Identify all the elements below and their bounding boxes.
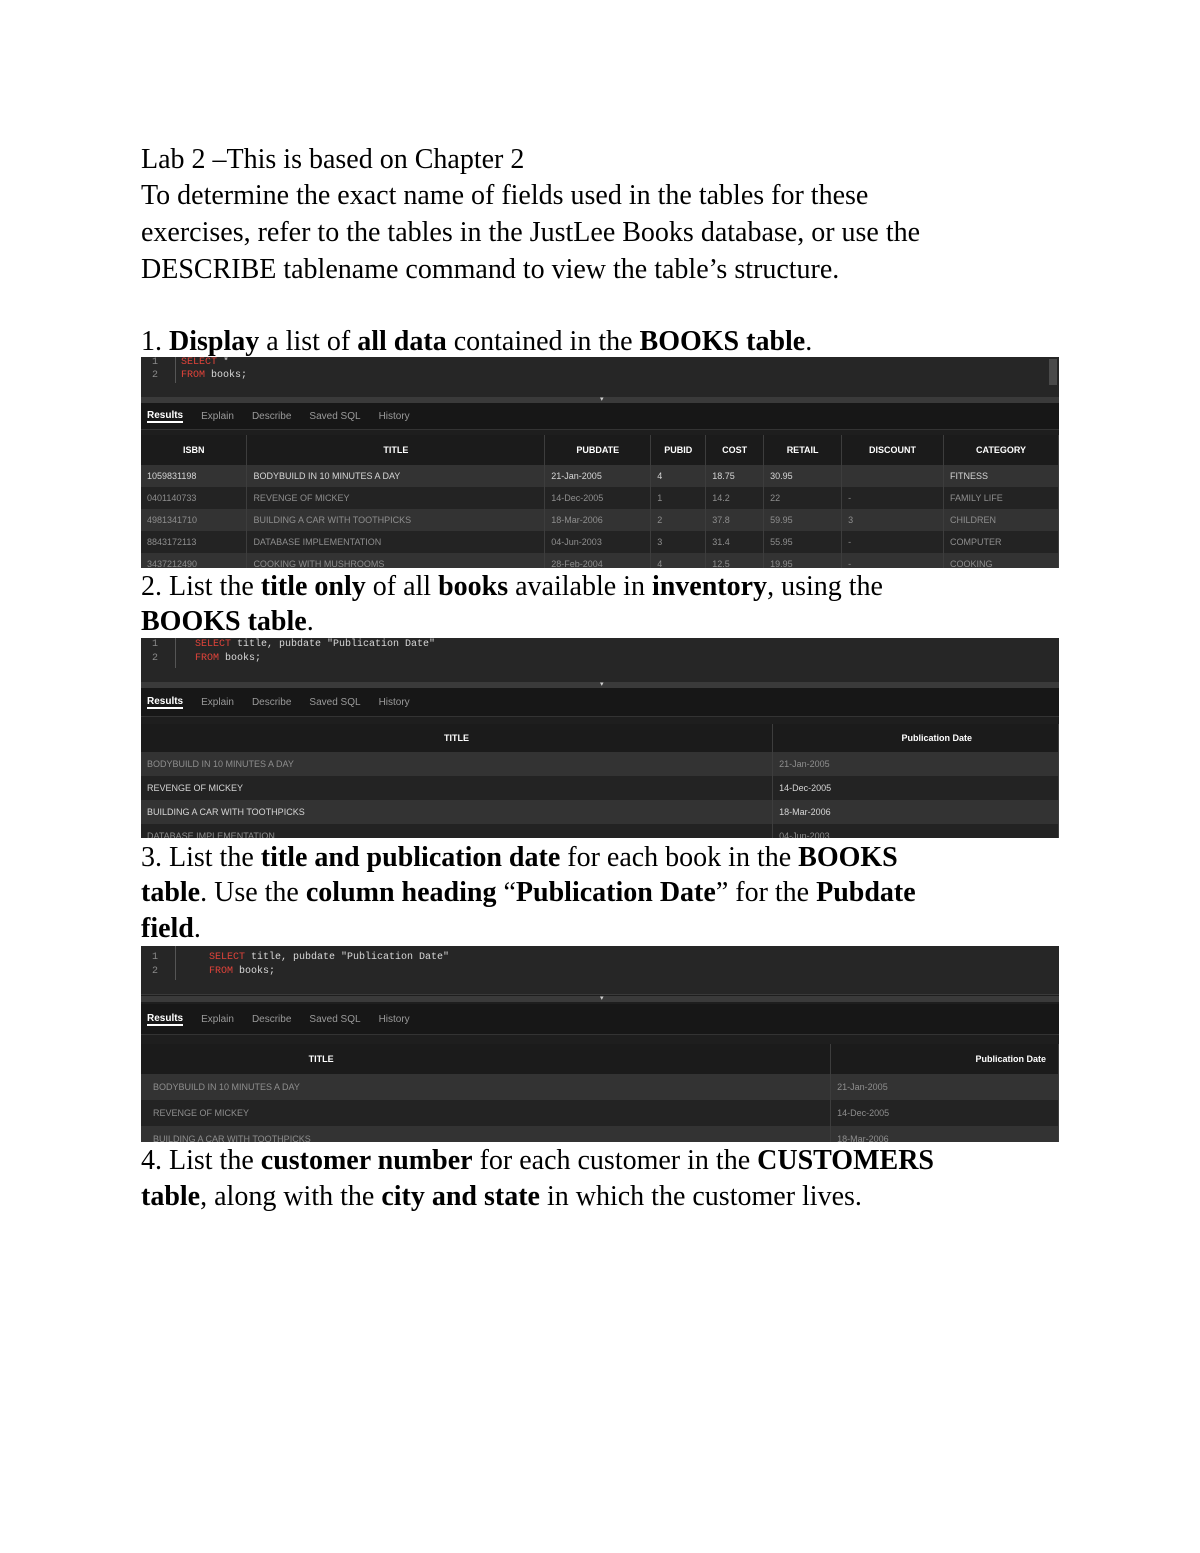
column-header-title[interactable]: TITLE [141, 1044, 831, 1074]
splitter-arrow-icon: ▾ [600, 396, 604, 403]
table-row[interactable] [141, 1100, 1059, 1126]
cell: FITNESS [944, 465, 1059, 487]
cell: 4 [651, 465, 706, 487]
table-row[interactable] [141, 752, 1059, 776]
tab-explain[interactable]: Explain [201, 696, 234, 708]
cell: 1 [651, 487, 706, 509]
question-3-line-1: 3. List the title and publication date for each book in the BOOKS [141, 842, 898, 873]
cell: 28-Feb-2004 [545, 553, 651, 568]
cell: 31.4 [706, 531, 764, 553]
cell: COOKING WITH MUSHROOMS [247, 553, 545, 568]
column-header-pubdate[interactable]: PUBDATE [545, 435, 651, 465]
cell: - [842, 553, 944, 568]
column-header-publication-date[interactable]: Publication Date [773, 724, 1059, 752]
intro-line-1: To determine the exact name of fields used in the tables for these [141, 180, 869, 211]
tab-results[interactable]: Results [147, 695, 184, 707]
splitter-arrow-icon: ▾ [600, 681, 604, 688]
cell: 3 [651, 531, 706, 553]
code-line-1: 1 SELECT title, pubdate "Publication Date" [151, 639, 436, 650]
code-line-2: 2 FROM books; [151, 370, 248, 381]
cell: 21-Jan-2005 [773, 752, 1059, 776]
column-header-pubid[interactable]: PUBID [651, 435, 706, 465]
tab-explain[interactable]: Explain [201, 1013, 234, 1025]
cell: REVENGE OF MICKEY [141, 1100, 831, 1126]
question-2-line-2: BOOKS table. [141, 606, 314, 637]
cell: 30.95 [764, 465, 842, 487]
cell: 18.75 [706, 465, 764, 487]
cell: - [842, 487, 944, 509]
table-row[interactable] [141, 824, 1059, 838]
results-table [141, 435, 1059, 568]
cell: REVENGE OF MICKEY [141, 776, 773, 800]
intro-line-2: exercises, refer to the tables in the JustLee Books database, or use the [141, 217, 921, 248]
sql-screenshot-2 [141, 638, 1059, 838]
column-header-publication-date[interactable]: Publication Date [831, 1044, 1059, 1074]
results-table [141, 724, 1059, 838]
column-header-title[interactable]: TITLE [247, 435, 545, 465]
column-header-category[interactable]: CATEGORY [944, 435, 1059, 465]
cell: 55.95 [764, 531, 842, 553]
column-header-title[interactable]: TITLE [141, 724, 773, 752]
tab-history[interactable]: History [378, 410, 410, 422]
tab-saved-sql[interactable]: Saved SQL [309, 696, 361, 708]
cell: 3437212490 [141, 553, 247, 568]
question-4-line-1: 4. List the customer number for each customer in the CUSTOMERS [141, 1145, 934, 1176]
cell: DATABASE IMPLEMENTATION [247, 531, 545, 553]
cell: 4 [651, 553, 706, 568]
table-row[interactable] [141, 487, 1059, 509]
table-row[interactable] [141, 553, 1059, 568]
cell: 18-Mar-2006 [831, 1126, 1059, 1142]
table-row[interactable] [141, 800, 1059, 824]
cell: 37.8 [706, 509, 764, 531]
code-line-1: 1 SELECT * [151, 357, 230, 368]
cell: BUILDING A CAR WITH TOOTHPICKS [247, 509, 545, 531]
tab-saved-sql[interactable]: Saved SQL [309, 1013, 361, 1025]
cell [842, 465, 944, 487]
code-line-2: 2 FROM books; [151, 966, 276, 977]
cell: 2 [651, 509, 706, 531]
tab-explain[interactable]: Explain [201, 410, 234, 422]
code-line-1: 1 SELECT title, pubdate "Publication Date" [151, 952, 450, 963]
results-tabs [141, 688, 1059, 717]
sql-editor[interactable] [141, 638, 1059, 683]
column-header-retail[interactable]: RETAIL [764, 435, 842, 465]
table-row[interactable] [141, 1074, 1059, 1100]
column-header-isbn[interactable]: ISBN [141, 435, 247, 465]
tab-history[interactable]: History [378, 1013, 410, 1025]
cell: BODYBUILD IN 10 MINUTES A DAY [141, 1074, 831, 1100]
table-row[interactable] [141, 1126, 1059, 1142]
cell: 14-Dec-2005 [545, 487, 651, 509]
cell: COMPUTER [944, 531, 1059, 553]
tab-saved-sql[interactable]: Saved SQL [309, 410, 361, 422]
column-header-cost[interactable]: COST [706, 435, 764, 465]
cell: BUILDING A CAR WITH TOOTHPICKS [141, 800, 773, 824]
cell: 19.95 [764, 553, 842, 568]
column-header-discount[interactable]: DISCOUNT [842, 435, 944, 465]
splitter-arrow-icon: ▾ [600, 995, 604, 1002]
sql-editor[interactable] [141, 946, 1059, 995]
tab-describe[interactable]: Describe [251, 696, 292, 708]
cell: BUILDING A CAR WITH TOOTHPICKS [141, 1126, 831, 1142]
sql-screenshot-1 [141, 357, 1059, 568]
cell: 18-Mar-2006 [545, 509, 651, 531]
cell: 3 [842, 509, 944, 531]
cell: 18-Mar-2006 [773, 800, 1059, 824]
question-3-line-3: field. [141, 913, 201, 944]
cell: 14-Dec-2005 [773, 776, 1059, 800]
tab-results[interactable]: Results [147, 409, 184, 421]
results-tabs [141, 1004, 1059, 1035]
cell: 1059831198 [141, 465, 247, 487]
tab-history[interactable]: History [378, 696, 410, 708]
tab-results[interactable]: Results [147, 1012, 184, 1024]
tab-describe[interactable]: Describe [251, 1013, 292, 1025]
intro-line-3: DESCRIBE tablename command to view the table’s structure. [141, 254, 840, 285]
cell: FAMILY LIFE [944, 487, 1059, 509]
table-row[interactable] [141, 465, 1059, 487]
cell: 21-Jan-2005 [831, 1074, 1059, 1100]
cell: 04-Jun-2003 [545, 531, 651, 553]
results-tabs [141, 403, 1059, 430]
results-table [141, 1044, 1059, 1142]
cell: COOKING [944, 553, 1059, 568]
sql-editor[interactable] [141, 357, 1059, 398]
cell: 22 [764, 487, 842, 509]
cell: - [842, 531, 944, 553]
cell: 12.5 [706, 553, 764, 568]
pane-splitter[interactable] [141, 996, 1059, 1002]
lab-heading: Lab 2 –This is based on Chapter 2 [141, 144, 525, 175]
cell: 04-Jun-2003 [773, 824, 1059, 838]
cell: DATABASE IMPLEMENTATION [141, 824, 773, 838]
code-line-2: 2 FROM books; [151, 653, 262, 664]
cell: 4981341710 [141, 509, 247, 531]
table-row[interactable] [141, 509, 1059, 531]
question-2-line-1: 2. List the title only of all books available in inventory, using the [141, 571, 883, 602]
question-3-line-2: table. Use the column heading “Publication Date” for the Pubdate [141, 877, 916, 908]
cell: 0401140733 [141, 487, 247, 509]
cell: 8843172113 [141, 531, 247, 553]
cell: 21-Jan-2005 [545, 465, 651, 487]
cell: REVENGE OF MICKEY [247, 487, 545, 509]
editor-scrollbar[interactable] [1049, 359, 1057, 385]
cell: 14-Dec-2005 [831, 1100, 1059, 1126]
cell: 14.2 [706, 487, 764, 509]
tab-describe[interactable]: Describe [251, 410, 292, 422]
question-1: 1. Display a list of all data contained in the BOOKS table. [141, 326, 813, 357]
table-row[interactable] [141, 531, 1059, 553]
cell: CHILDREN [944, 509, 1059, 531]
table-row[interactable] [141, 776, 1059, 800]
sql-screenshot-3 [141, 946, 1059, 1142]
cell: BODYBUILD IN 10 MINUTES A DAY [247, 465, 545, 487]
cell: 59.95 [764, 509, 842, 531]
question-4-line-2: table, along with the city and state in which the customer lives. [141, 1181, 862, 1212]
cell: BODYBUILD IN 10 MINUTES A DAY [141, 752, 773, 776]
